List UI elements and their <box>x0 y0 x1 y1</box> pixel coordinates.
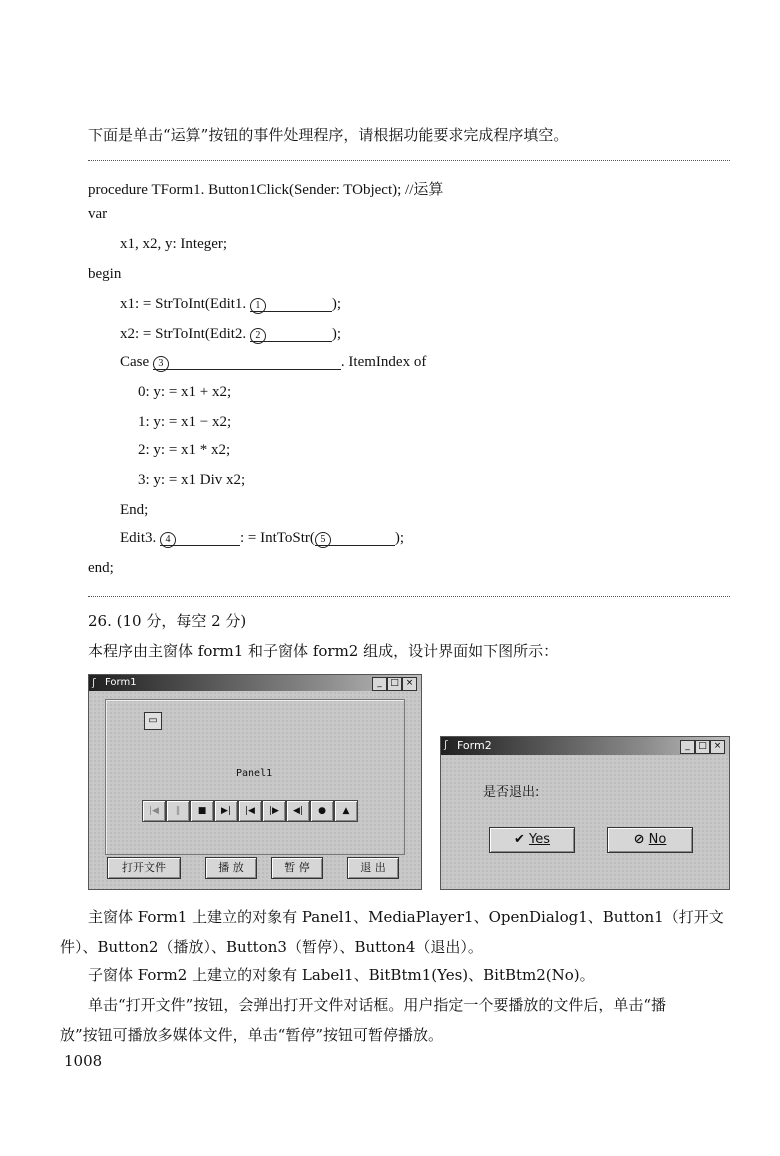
paragraph-behavior-1: 单击“打开文件”按钮，会弹出打开文件对话框。用户指定一个要播放的文件后，单击“播 <box>88 996 667 1014</box>
panel1 <box>105 699 405 855</box>
minimize-button[interactable]: _ <box>372 677 387 691</box>
code-line-end-case: End; <box>120 502 149 518</box>
intro-text: 下面是单击“运算”按钮的事件处理程序，请根据功能要求完成程序填空。 <box>88 126 569 144</box>
code-text: x2: = StrToInt(Edit2. <box>120 326 250 342</box>
label1: 是否退出: <box>483 785 540 800</box>
pause-button[interactable]: 暂 停 <box>271 857 323 879</box>
blank-number: 2 <box>250 328 266 344</box>
question-number: 26. (10 分，每空 2 分) <box>88 612 247 630</box>
delphi-app-icon: ʃ <box>92 676 96 689</box>
paragraph-behavior-2: 放”按钮可播放多媒体文件，单击“暂停”按钮可暂停播放。 <box>60 1026 444 1044</box>
exit-button[interactable]: 退 出 <box>347 857 399 879</box>
code-text: ); <box>331 326 342 342</box>
play-button[interactable]: 播 放 <box>205 857 257 879</box>
blank-2[interactable] <box>250 326 332 342</box>
divider-top <box>88 160 730 161</box>
code-text: ); <box>331 296 342 312</box>
code-text: . ItemIndex of <box>340 354 427 370</box>
media-stop-button[interactable]: ■ <box>190 800 214 822</box>
code-text: : = IntToStr( <box>240 530 315 546</box>
check-icon: ✔ <box>513 832 525 847</box>
paragraph-form1-objects-2: 件）、Button2（播放）、Button3（暂停）、Button4（退出）。 <box>60 938 483 956</box>
paragraph-form2-objects: 子窗体 Form2 上建立的对象有 Label1、BitBtm1(Yes)、BitBtm2(No)。 <box>88 966 595 984</box>
blank-4[interactable] <box>160 530 240 546</box>
maximize-button[interactable]: □ <box>695 740 710 754</box>
question-description: 本程序由主窗体 form1 和子窗体 form2 组成，设计界面如下图所示： <box>88 642 559 660</box>
media-pause-button[interactable]: ‖ <box>166 800 190 822</box>
media-rewind-button[interactable]: ◀| <box>286 800 310 822</box>
minimize-button[interactable]: _ <box>680 740 695 754</box>
code-line-begin: begin <box>88 266 122 282</box>
code-text: ); <box>394 530 405 546</box>
paragraph-form1-objects-1: 主窗体 Form1 上建立的对象有 Panel1、MediaPlayer1、OpenDialog1、Button1（打开文 <box>88 908 724 926</box>
code-line-1: procedure TForm1. Button1Click(Sender: TObject); //运算 <box>88 182 444 198</box>
blank-3[interactable] <box>153 354 341 370</box>
media-prev-button[interactable]: |◀ <box>142 800 166 822</box>
code-line-case <box>120 354 426 371</box>
blank-number: 3 <box>153 356 169 372</box>
opendialog-icon: ▭ <box>144 712 162 730</box>
cancel-icon: ⊘ <box>633 832 645 847</box>
divider-bottom <box>88 596 730 597</box>
blank-number: 4 <box>160 532 176 548</box>
code-line-edit3 <box>120 530 404 547</box>
maximize-button[interactable]: □ <box>387 677 402 691</box>
form2-window <box>440 736 730 890</box>
blank-5[interactable] <box>315 530 395 546</box>
code-text: x1: = StrToInt(Edit1. <box>120 296 250 312</box>
blank-number: 5 <box>315 532 331 548</box>
form1-titlebar <box>89 675 421 691</box>
code-line-x2 <box>120 326 341 343</box>
form1-title: Form1 <box>105 677 137 688</box>
code-line-decl: x1, x2, y: Integer; <box>120 236 228 252</box>
code-line-case0: 0: y: = x1 + x2; <box>138 384 232 400</box>
code-line-x1 <box>120 296 341 313</box>
form1-window <box>88 674 422 890</box>
mediaplayer1 <box>142 800 382 824</box>
close-button[interactable]: × <box>710 740 725 754</box>
media-eject-button[interactable]: ▲ <box>334 800 358 822</box>
page-number: 1008 <box>64 1052 103 1070</box>
blank-1[interactable] <box>250 296 332 312</box>
media-step-button[interactable]: |▶ <box>262 800 286 822</box>
media-back-button[interactable]: |◀ <box>238 800 262 822</box>
code-text: Edit3. <box>120 530 160 546</box>
delphi-app-icon: ʃ <box>444 738 448 751</box>
code-line-case3: 3: y: = x1 Div x2; <box>138 472 246 488</box>
close-button[interactable]: × <box>402 677 417 691</box>
no-label: No <box>648 832 667 847</box>
code-line-case2: 2: y: = x1 * x2; <box>138 442 231 458</box>
form2-titlebar <box>441 737 729 755</box>
media-record-button[interactable]: ● <box>310 800 334 822</box>
code-line-var: var <box>88 206 108 222</box>
yes-label: Yes <box>529 832 551 847</box>
blank-number: 1 <box>250 298 266 314</box>
no-button[interactable] <box>607 827 693 853</box>
open-file-button[interactable]: 打开文件 <box>107 857 181 879</box>
form2-title: Form2 <box>457 739 492 752</box>
code-line-end: end; <box>88 560 114 576</box>
yes-button[interactable] <box>489 827 575 853</box>
panel1-caption: Panel1 <box>236 768 273 779</box>
code-text: Case <box>120 354 153 370</box>
media-next-button[interactable]: ▶| <box>214 800 238 822</box>
code-line-case1: 1: y: = x1 − x2; <box>138 414 232 430</box>
